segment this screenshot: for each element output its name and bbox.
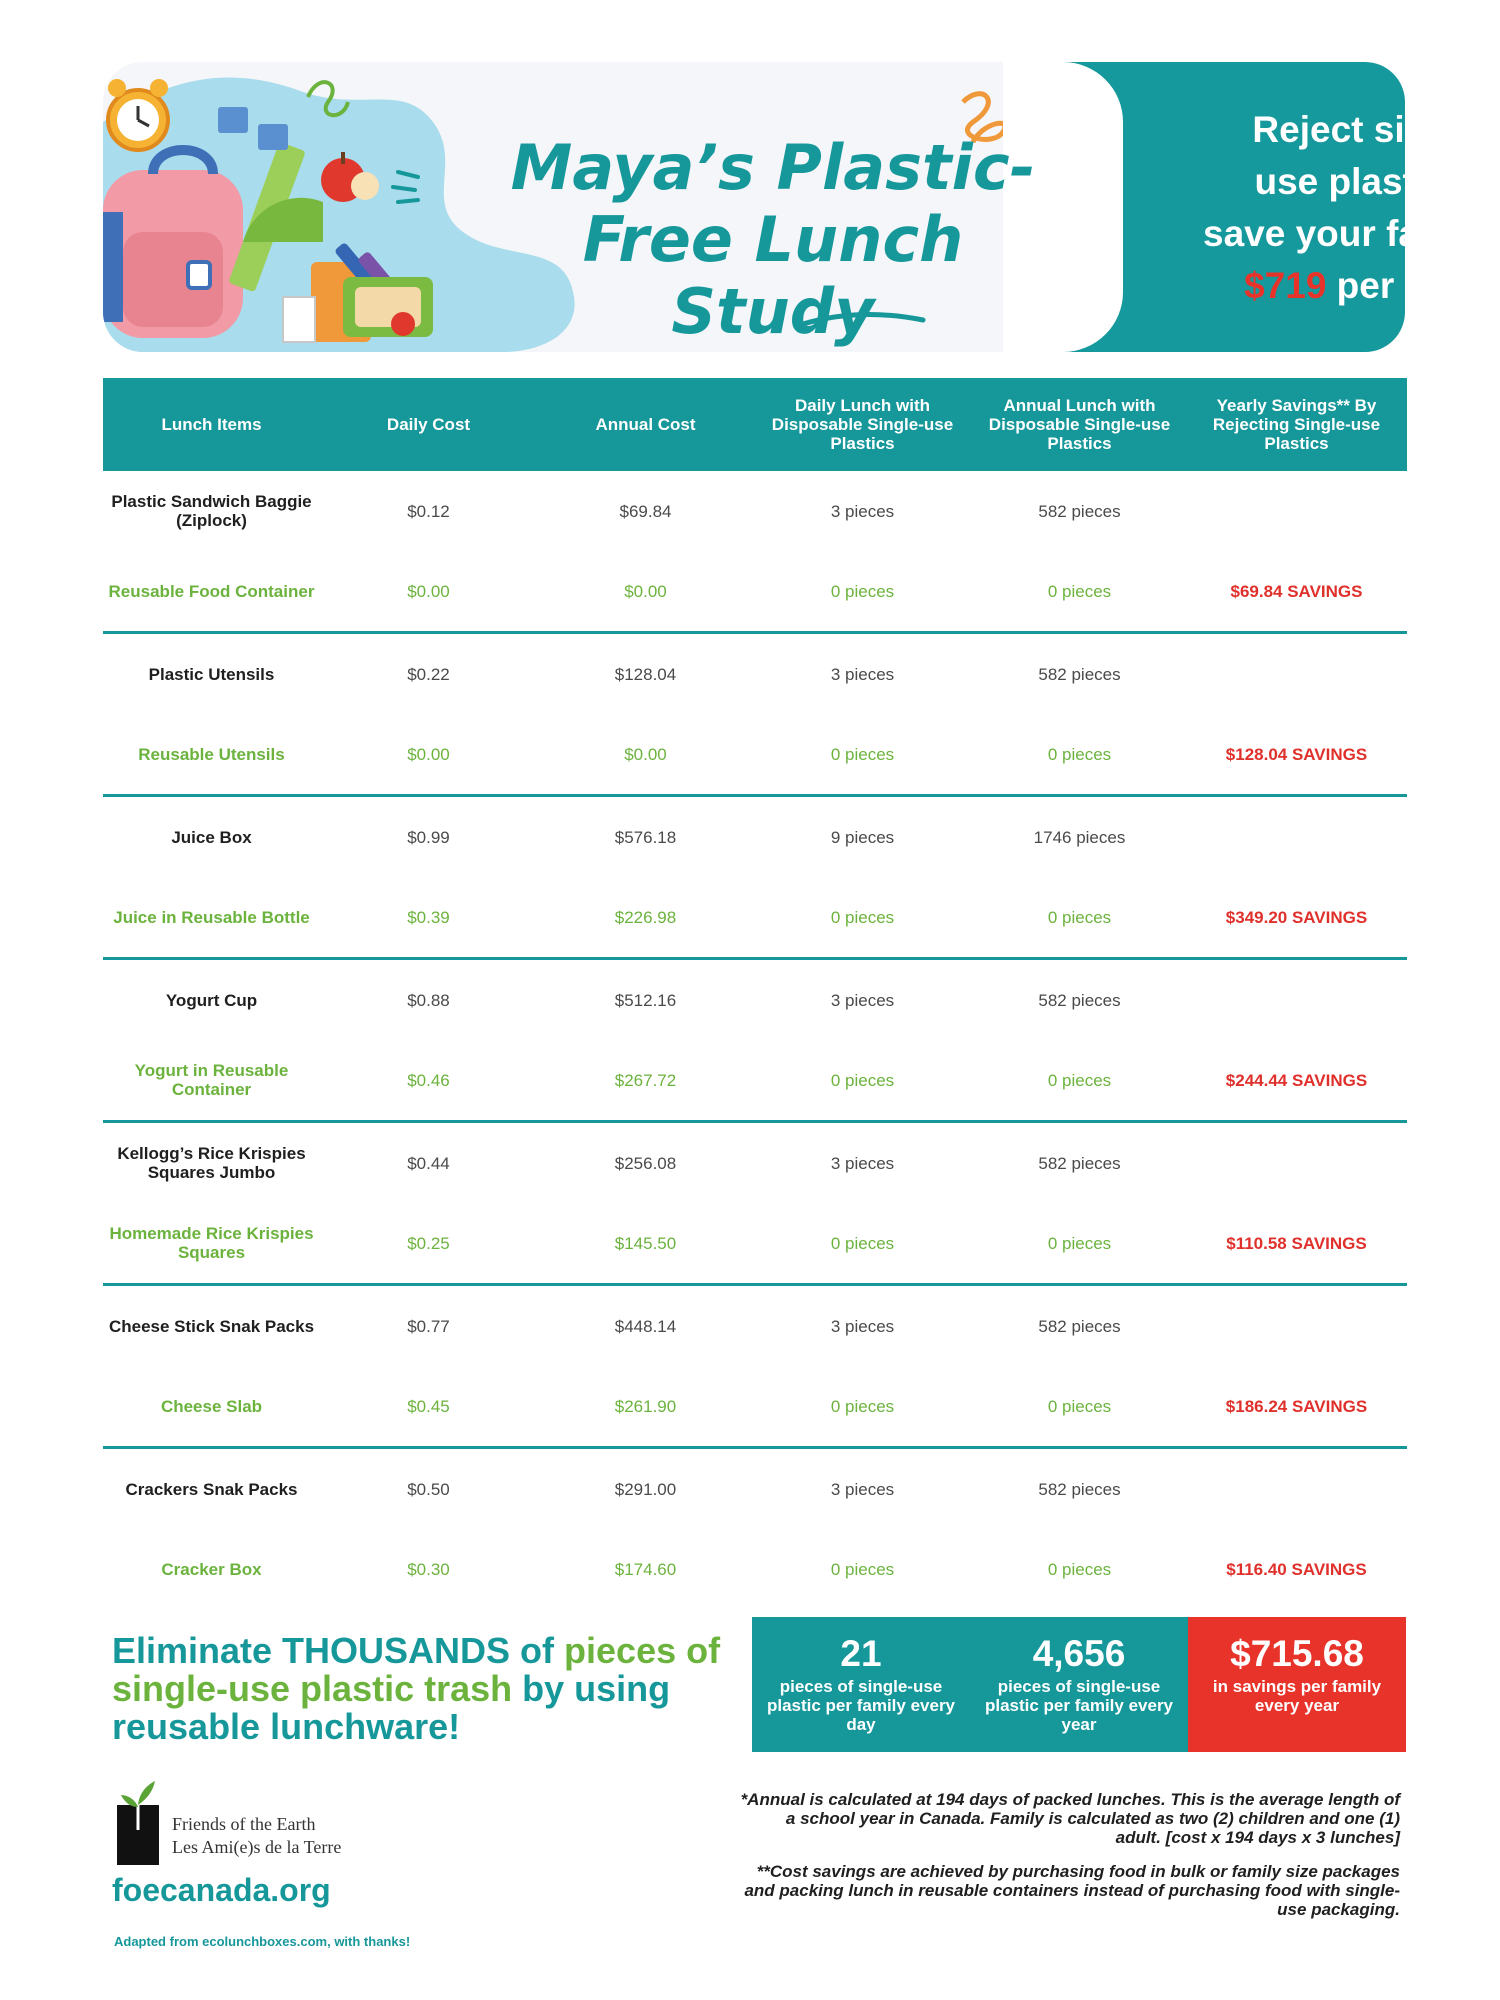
annual-pieces: 0 pieces	[1047, 1396, 1112, 1416]
daily-pieces: 3 pieces	[830, 1479, 895, 1499]
yearly-savings: $128.04 SAVINGS	[1225, 744, 1368, 764]
item-group	[103, 1123, 1407, 1286]
annual-cost: $291.00	[614, 1479, 677, 1499]
annual-pieces: 582 pieces	[1038, 1153, 1121, 1173]
title-line-2: Free Lunch Study	[582, 203, 964, 348]
page-title	[503, 132, 1043, 348]
table-row-reusable	[103, 1529, 1407, 1609]
item-group	[103, 1286, 1407, 1449]
footnote-1: *Annual is calculated at 194 days of packed lunches. This is the average length of a school year in Canada. Family is calculated as two (2) children and one (1) adult. [cost x 194 days x 3 lunches]	[740, 1790, 1400, 1847]
stat-label: in savings per family every year	[1212, 1677, 1382, 1715]
item-name: Cheese Slab	[160, 1396, 263, 1416]
annual-pieces: 582 pieces	[1038, 990, 1121, 1010]
org-name-fr: Les Ami(e)s de la Terre	[172, 1837, 342, 1857]
item-group	[103, 1449, 1407, 1612]
daily-pieces: 0 pieces	[830, 581, 895, 601]
stat-value: $715.68	[1230, 1633, 1364, 1674]
item-name: Cracker Box	[161, 1559, 262, 1579]
annual-cost: $267.72	[614, 1070, 677, 1090]
tagline-line-4-rest: per year!	[1326, 265, 1493, 306]
item-name: Cheese Stick Snak Packs	[108, 1316, 315, 1336]
table-row-plastic	[103, 960, 1407, 1040]
annual-pieces: 0 pieces	[1047, 1070, 1112, 1090]
table-row-plastic	[103, 1286, 1407, 1366]
item-name: Yogurt in Reusable Container	[134, 1061, 289, 1099]
daily-pieces: 3 pieces	[830, 1316, 895, 1336]
table-row-reusable	[103, 1366, 1407, 1446]
header-yearly-savings: Yearly Savings** By Rejecting Single-use Plastics	[1212, 396, 1381, 453]
tagline-line-3: save your family	[1203, 213, 1493, 254]
daily-cost: $0.00	[407, 581, 450, 601]
annual-cost: $0.00	[624, 581, 667, 601]
item-name: Plastic Utensils	[148, 664, 275, 684]
headline-part-b: pieces of single-use plastic trash	[112, 1630, 721, 1709]
yearly-savings: $116.40 SAVINGS	[1226, 1559, 1367, 1579]
item-name: Juice Box	[171, 827, 252, 847]
annual-pieces: 0 pieces	[1047, 1559, 1112, 1579]
annual-cost: $128.04	[614, 664, 677, 684]
item-name: Juice in Reusable Bottle	[113, 907, 310, 927]
annual-pieces: 582 pieces	[1038, 1316, 1121, 1336]
credit-text: Adapted from ecolunchboxes.com, with thanks!	[114, 1934, 411, 1949]
header-daily-cost: Daily Cost	[386, 415, 471, 434]
stat-daily-pieces	[752, 1617, 970, 1752]
daily-pieces: 0 pieces	[830, 1396, 895, 1416]
logo-text	[172, 1813, 341, 1859]
item-name: Plastic Sandwich Baggie (Ziplock)	[111, 492, 312, 530]
headline-part-a: Eliminate THOUSANDS of	[112, 1630, 565, 1671]
stat-label: pieces of single-use plastic per family every year	[984, 1677, 1174, 1734]
item-group	[103, 960, 1407, 1123]
item-group	[103, 471, 1407, 634]
footnote-2: **Cost savings are achieved by purchasing food in bulk or family size packages and packing lunch in reusable containers instead of purchasing food with single-use packaging.	[744, 1862, 1400, 1919]
table-row-reusable	[103, 877, 1407, 957]
daily-cost: $0.39	[407, 907, 450, 927]
stat-value: 4,656	[1032, 1633, 1126, 1674]
daily-pieces: 9 pieces	[830, 827, 895, 847]
annual-pieces: 0 pieces	[1047, 581, 1112, 601]
table-body	[103, 471, 1407, 1612]
sprout-logo-icon	[117, 1775, 159, 1865]
yearly-savings: $349.20 SAVINGS	[1225, 907, 1368, 927]
daily-pieces: 3 pieces	[830, 1153, 895, 1173]
annual-pieces: 0 pieces	[1047, 907, 1112, 927]
item-name: Homemade Rice Krispies Squares	[109, 1224, 314, 1262]
yearly-savings: $110.58 SAVINGS	[1226, 1233, 1367, 1253]
annual-pieces: 1746 pieces	[1033, 827, 1126, 847]
header-annual-plastics: Annual Lunch with Disposable Single-use Plastics	[988, 396, 1171, 453]
alarm-clock-icon	[108, 79, 168, 150]
daily-cost: $0.25	[407, 1233, 450, 1253]
item-name: Reusable Food Container	[108, 581, 315, 601]
table-row-reusable	[103, 714, 1407, 794]
stat-yearly-pieces	[970, 1617, 1188, 1752]
headline-part-c: by using reusable lunchware!	[112, 1668, 671, 1747]
table-row-plastic	[103, 471, 1407, 551]
table-row-plastic	[103, 1123, 1407, 1203]
daily-cost: $0.00	[407, 744, 450, 764]
daily-cost: $0.88	[407, 990, 450, 1010]
backpack-icon	[103, 150, 243, 338]
annual-cost: $226.98	[614, 907, 677, 927]
daily-cost: $0.45	[407, 1396, 450, 1416]
annual-pieces: 582 pieces	[1038, 1479, 1121, 1499]
daily-cost: $0.50	[407, 1479, 450, 1499]
annual-cost: $69.84	[619, 501, 672, 521]
yearly-savings: $244.44 SAVINGS	[1225, 1070, 1368, 1090]
daily-pieces: 0 pieces	[830, 907, 895, 927]
banner-tagline	[1133, 104, 1493, 312]
stat-yearly-savings	[1188, 1617, 1406, 1752]
annual-pieces: 0 pieces	[1047, 744, 1112, 764]
header-daily-plastics: Daily Lunch with Disposable Single-use Plastics	[771, 396, 954, 453]
daily-cost: $0.46	[407, 1070, 450, 1090]
daily-cost: $0.30	[407, 1559, 450, 1579]
table-row-reusable	[103, 551, 1407, 631]
tagline-line-4	[1133, 260, 1493, 312]
table-row-reusable	[103, 1203, 1407, 1283]
tagline-line-1: Reject single-	[1252, 109, 1493, 150]
item-group	[103, 797, 1407, 960]
stat-value: 21	[840, 1633, 882, 1674]
table-header	[103, 378, 1407, 471]
annual-cost: $145.50	[614, 1233, 677, 1253]
milk-carton-icon	[283, 297, 315, 342]
annual-cost: $256.08	[614, 1153, 677, 1173]
item-name: Reusable Utensils	[138, 744, 285, 764]
annual-cost: $174.60	[614, 1559, 677, 1579]
daily-pieces: 0 pieces	[830, 1559, 895, 1579]
tagline-amount: $719	[1244, 265, 1327, 306]
item-name: Yogurt Cup	[165, 990, 258, 1010]
tagline-line-2: use plastic, &	[1254, 161, 1493, 202]
table-row-plastic	[103, 1449, 1407, 1529]
annual-cost: $512.16	[614, 990, 677, 1010]
annual-pieces: 0 pieces	[1047, 1233, 1112, 1253]
daily-cost: $0.12	[407, 501, 450, 521]
item-name: Crackers Snak Packs	[125, 1479, 298, 1499]
header-banner	[103, 62, 1493, 352]
item-name: Kellogg’s Rice Krispies Squares Jumbo	[117, 1144, 306, 1182]
cost-comparison-table	[103, 378, 1407, 1612]
daily-cost: $0.77	[407, 1316, 450, 1336]
org-name-en: Friends of the Earth	[172, 1814, 316, 1834]
yearly-savings: $69.84 SAVINGS	[1230, 581, 1363, 601]
annual-cost: $0.00	[624, 744, 667, 764]
table-row-reusable	[103, 1040, 1407, 1120]
header-lunch-items: Lunch Items	[161, 415, 262, 434]
daily-cost: $0.22	[407, 664, 450, 684]
header-annual-cost: Annual Cost	[595, 415, 696, 434]
annual-cost: $576.18	[614, 827, 677, 847]
daily-pieces: 3 pieces	[830, 501, 895, 521]
yearly-savings: $186.24 SAVINGS	[1225, 1396, 1368, 1416]
daily-cost: $0.99	[407, 827, 450, 847]
daily-pieces: 3 pieces	[830, 664, 895, 684]
daily-pieces: 3 pieces	[830, 990, 895, 1010]
annual-cost: $448.14	[614, 1316, 677, 1336]
annual-pieces: 582 pieces	[1038, 664, 1121, 684]
item-group	[103, 634, 1407, 797]
lunchbox-icon	[343, 277, 433, 337]
daily-pieces: 0 pieces	[830, 1233, 895, 1253]
footnotes	[740, 1790, 1400, 1934]
summary-headline	[112, 1632, 752, 1746]
annual-pieces: 582 pieces	[1038, 501, 1121, 521]
table-row-plastic	[103, 797, 1407, 877]
annual-cost: $261.90	[614, 1396, 677, 1416]
stat-label: pieces of single-use plastic per family every day	[766, 1677, 956, 1734]
website-link[interactable]: foecanada.org	[112, 1872, 331, 1908]
title-line-1: Maya’s Plastic-	[510, 131, 1036, 204]
daily-pieces: 0 pieces	[830, 744, 895, 764]
friends-of-the-earth-logo	[117, 1775, 377, 1865]
table-row-plastic	[103, 634, 1407, 714]
daily-cost: $0.44	[407, 1153, 450, 1173]
daily-pieces: 0 pieces	[830, 1070, 895, 1090]
